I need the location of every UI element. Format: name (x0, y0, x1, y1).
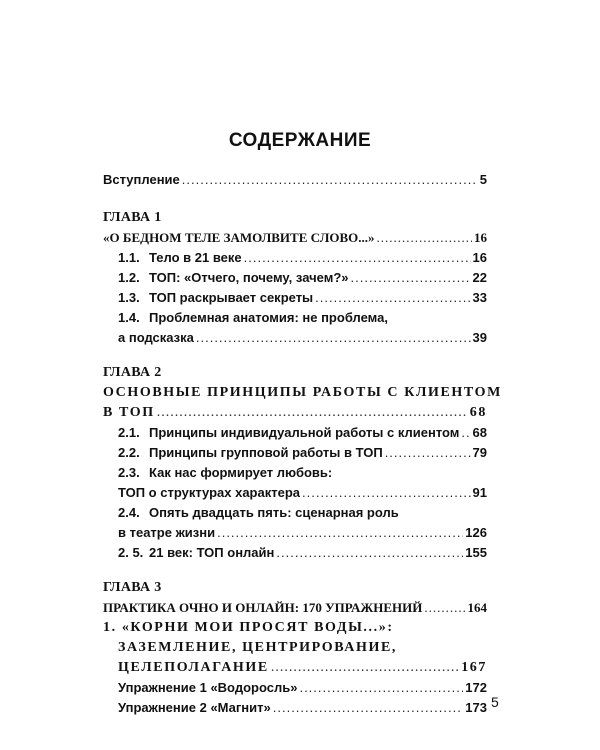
section-title-cont: ЦЕЛЕПОЛАГАНИЕ (118, 660, 269, 675)
section-number: 2.2. (118, 445, 140, 460)
toc-entry-page: 22 (472, 270, 487, 285)
section-number: 2.1. (118, 425, 140, 440)
leader-dots (385, 443, 471, 463)
toc-entry-page: 91 (472, 485, 487, 500)
toc-entry-2-1 (103, 423, 487, 443)
toc-entry-page: 16 (474, 230, 487, 245)
leader-dots (244, 248, 471, 268)
toc-entry-page: 68 (472, 425, 487, 440)
chapter-3-title-entry (103, 598, 487, 618)
leader-dots (273, 698, 464, 718)
toc-entry-label: ТОП: «Отчего, почему, зачем?» (149, 270, 349, 285)
chapter-2-title-line1 (103, 383, 502, 403)
section-number: 2.4. (118, 505, 140, 520)
section-number: 1. (103, 620, 117, 635)
page-number: 5 (491, 694, 499, 710)
chapter-3-section-1-line3 (103, 658, 487, 678)
leader-dots (377, 228, 472, 248)
toc-entry-label-cont: а подсказка (118, 330, 194, 345)
leader-dots (351, 268, 471, 288)
section-title-cont: ЗАЗЕМЛЕНИЕ, ЦЕНТРИРОВАНИЕ, (118, 640, 398, 655)
chapter-3-section-1-line2 (103, 638, 487, 658)
toc-entry-1-2 (103, 268, 487, 288)
toc-entry-2-3-cont (103, 483, 487, 503)
section-number: 1.1. (118, 250, 140, 265)
leader-dots (315, 288, 470, 308)
toc-entry-page: 173 (465, 700, 487, 715)
page-title: СОДЕРЖАНИЕ (228, 130, 372, 151)
toc-entry-page: 164 (467, 600, 487, 615)
toc-entry-page: 79 (472, 445, 487, 460)
toc-entry-label: Опять двадцать пять: сценарная роль (149, 505, 399, 520)
chapter-3-section-1-line1 (103, 618, 487, 638)
section-title: «КОРНИ МОИ ПРОСЯТ ВОДЫ...»: (121, 620, 394, 635)
toc-entry-2-4 (103, 503, 487, 523)
toc-entry-label: Упражнение 1 «Водоросль» (118, 680, 298, 695)
toc-entry-label-cont: в театре жизни (118, 525, 216, 540)
toc-entry-intro (103, 170, 487, 190)
toc-entry-label: Принципы индивидуальной работы с клиентом (149, 425, 460, 440)
section-number: 2. 5. (118, 545, 144, 560)
toc-entry-page: 33 (472, 290, 487, 305)
toc-entry-page: 155 (465, 545, 487, 560)
leader-dots (302, 483, 471, 503)
leader-dots (196, 328, 471, 348)
section-number: 1.3. (118, 290, 140, 305)
table-of-contents (103, 170, 502, 718)
toc-entry-1-4 (103, 308, 487, 328)
chapter-1-title-entry (103, 228, 487, 248)
toc-entry-label: Тело в 21 веке (149, 250, 242, 265)
toc-entry-page: 16 (472, 250, 487, 265)
toc-entry-label: 21 век: ТОП онлайн (149, 545, 275, 560)
leader-dots (299, 678, 463, 698)
toc-entry-exercise-1 (103, 678, 487, 698)
section-number: 1.2. (118, 270, 140, 285)
leader-dots (424, 598, 465, 618)
leader-dots (217, 523, 463, 543)
toc-entry-page: 39 (472, 330, 487, 345)
toc-entry-2-5 (103, 543, 487, 563)
toc-entry-page: 68 (469, 405, 487, 420)
toc-entry-label: Упражнение 2 «Магнит» (118, 700, 271, 715)
toc-entry-page: 167 (461, 660, 487, 675)
toc-entry-2-2 (103, 443, 487, 463)
toc-entry-label-cont: ТОП о структурах характера (118, 485, 301, 500)
chapter-2-heading: ГЛАВА 2 (103, 365, 162, 380)
toc-entry-label: Как нас формирует любовь: (149, 465, 333, 480)
chapter-1-heading: ГЛАВА 1 (103, 210, 162, 225)
toc-entry-page: 172 (465, 680, 487, 695)
toc-entry-label: Принципы групповой работы в ТОП (149, 445, 383, 460)
section-number: 2.3. (118, 465, 140, 480)
toc-entry-label: ТОП раскрывает секреты (149, 290, 314, 305)
leader-dots (271, 658, 459, 678)
toc-entry-label: Вступление (103, 172, 180, 187)
chapter-3-heading: ГЛАВА 3 (103, 580, 162, 595)
leader-dots (276, 543, 463, 563)
toc-entry-1-4-cont (103, 328, 487, 348)
chapter-2-title-entry (103, 403, 487, 423)
toc-entry-page: 5 (479, 172, 487, 187)
chapter-title: «О БЕДНОМ ТЕЛЕ ЗАМОЛВИТЕ СЛОВО...» (103, 230, 375, 245)
toc-entry-1-3 (103, 288, 487, 308)
toc-entry-page: 126 (465, 525, 487, 540)
toc-entry-2-3 (103, 463, 487, 483)
chapter-title-cont: В ТОП (103, 405, 155, 420)
section-number: 1.4. (118, 310, 140, 325)
chapter-title: ОСНОВНЫЕ ПРИНЦИПЫ РАБОТЫ С КЛИЕНТОМ (103, 385, 502, 400)
toc-entry-2-4-cont (103, 523, 487, 543)
toc-entry-label: Проблемная анатомия: не проблема, (149, 310, 388, 325)
leader-dots (182, 170, 475, 190)
toc-entry-exercise-2 (103, 698, 487, 718)
leader-dots (461, 423, 470, 443)
leader-dots (157, 403, 468, 423)
chapter-title: ПРАКТИКА ОЧНО И ОНЛАЙН: 170 УПРАЖНЕНИЙ (103, 600, 423, 615)
toc-entry-1-1 (103, 248, 487, 268)
